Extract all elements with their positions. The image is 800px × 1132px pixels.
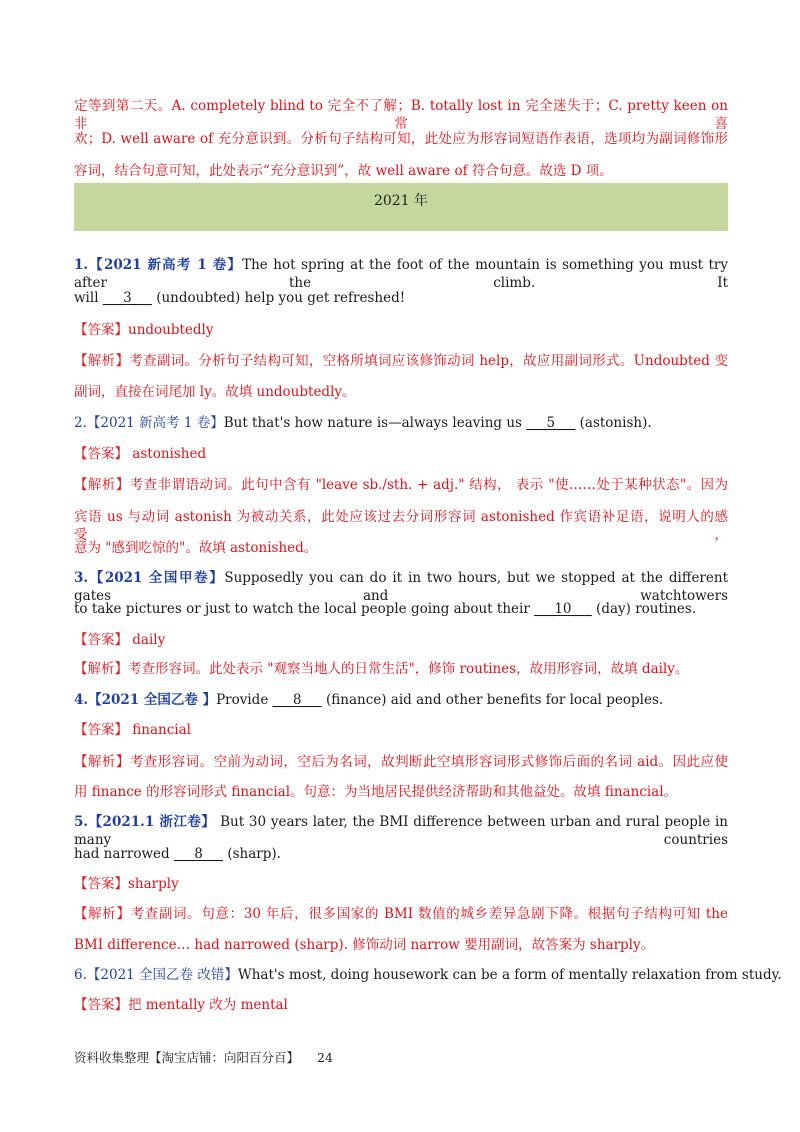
question-number: 5. (74, 814, 89, 830)
question-text: Provide (216, 692, 273, 708)
question-2 (74, 414, 728, 432)
question-number: 2. (74, 415, 87, 431)
question-text: (finance) aid and other benefits for local peoples. (321, 692, 664, 708)
answer-blank: ___3___ (102, 290, 152, 306)
page-number: 24 (317, 1050, 333, 1065)
question-number: 4. (74, 692, 89, 708)
question-1-line-2 (74, 289, 728, 307)
question-source-tag: 【2021 新高考 1 卷】 (86, 415, 224, 431)
question-number: 6. (74, 967, 87, 983)
answer-2: 【答案】 astonished (74, 446, 207, 462)
question-text: (astonish). (575, 415, 652, 431)
answer-blank: ___5___ (526, 415, 576, 431)
analysis-4-line-2: 用 finance 的形容词形式 financial。句意：为当地居民提供经济帮助和其他益处。故填 financial。 (74, 784, 678, 800)
analysis-1-line-1: 【解析】考查副词。分析句子结构可知，空格所填词应该修饰动词 help，故应用副词形式。Undoubted 变 (74, 353, 728, 369)
analysis-5-line-1: 【解析】考查副词。句意：30 年后，很多国家的 BMI 数值的城乡差异急剧下降。根据句子结构可知 the (74, 906, 728, 922)
answer-blank: ___8___ (272, 692, 322, 708)
answer-blank: ___8___ (173, 846, 224, 862)
question-6 (74, 966, 782, 984)
question-3-line-2 (74, 600, 728, 618)
question-4 (74, 691, 728, 709)
answer-3: 【答案】 daily (74, 632, 166, 648)
answer-5: 【答案】sharply (74, 876, 179, 892)
question-5-line-2 (74, 845, 728, 863)
analysis-1-line-2: 副词，直接在词尾加 ly。故填 undoubtedly。 (74, 384, 356, 400)
question-1 (74, 256, 728, 292)
analysis-2-line-2: 宾语 us 与动词 astonish 为被动关系，此处应该过去分词形容词 astonished 作宾语补足语，说明人的感受， (74, 509, 728, 543)
question-text: (undoubted) help you get refreshed! (151, 290, 406, 306)
question-text: But that's how nature is—always leaving us (223, 415, 527, 431)
question-source-tag: 【2021 全国乙卷 改错】 (86, 967, 238, 983)
question-text: had narrowed (74, 846, 174, 862)
question-text: (sharp). (223, 846, 281, 862)
previous-analysis-line-1: 定等到第二天。A. completely blind to 完全不了解；B. totally lost in 完全迷失于；C. pretty keen on 非常喜 (74, 98, 728, 132)
question-source-tag: 【2021 全国甲卷】 (88, 570, 225, 586)
answer-1: 【答案】undoubtedly (74, 322, 214, 338)
answer-6: 【答案】把 mentally 改为 mental (74, 997, 288, 1013)
question-text: (day) routines. (591, 601, 697, 617)
question-text: Supposedly you can do it in two hours, but we stopped at the different gates and watchtowers (74, 570, 728, 604)
analysis-3-line-1: 【解析】考查形容词。此处表示 "观察当地人的日常生活"，修饰 routines，故用形容词，故填 daily。 (74, 661, 689, 677)
question-text: will (74, 290, 103, 306)
question-text: What's most, doing housework can be a form of mentally relaxation from study. (237, 967, 782, 983)
analysis-5-line-2: BMI difference… had narrowed (sharp). 修饰动词 narrow 要用副词，故答案为 sharply。 (74, 937, 655, 953)
analysis-4-line-1: 【解析】考查形容词。空前为动词，空后为名词，故判断此空填形容词形式修饰后面的名词 aid。因此应使 (74, 754, 728, 770)
question-5 (74, 813, 728, 849)
answer-blank: ___10___ (534, 601, 592, 617)
previous-analysis-line-2: 欢；D. well aware of 充分意识到。分析句子结构可知，此处应为形容词短语作表语，选项均为副词修饰形 (74, 131, 728, 147)
question-source-tag: 【2021.1 浙江卷】 (88, 814, 216, 830)
analysis-2-line-3: 意为 "感到吃惊的"。故填 astonished。 (74, 540, 318, 556)
answer-4: 【答案】 financial (74, 722, 191, 738)
year-section-banner: 2021 年 (74, 183, 728, 231)
page-footer (74, 1048, 333, 1066)
question-text: to take pictures or just to watch the local people going about their (74, 601, 535, 617)
footer-source: 资料收集整理【淘宝店铺：向阳百分百】 (74, 1050, 300, 1065)
question-text: But 30 years later, the BMI difference between urban and rural people in many countries (74, 814, 728, 848)
question-text: The hot spring at the foot of the mountain is something you must try after the climb. It (74, 257, 728, 291)
question-source-tag: 【2021 全国乙卷 】 (88, 692, 217, 708)
analysis-2-line-1: 【解析】考查非谓语动词。此句中含有 "leave sb./sth. + adj." 结构， 表示 "使……处于某种状态"。因为 (74, 477, 728, 493)
question-number: 3. (74, 570, 89, 586)
question-number: 1. (74, 257, 89, 273)
question-source-tag: 【2021 新高考 1 卷】 (88, 257, 243, 273)
previous-analysis-line-3: 容词，结合句意可知，此处表示“充分意识到”，故 well aware of 符合句意。故选 D 项。 (74, 163, 613, 179)
